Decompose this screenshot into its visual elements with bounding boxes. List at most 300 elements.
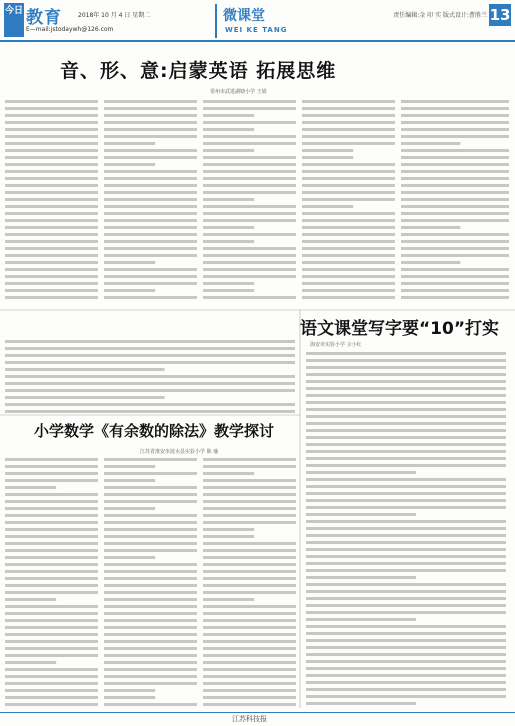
text-line bbox=[104, 563, 197, 566]
text-line bbox=[5, 598, 56, 601]
text-line bbox=[401, 107, 509, 110]
text-line bbox=[104, 661, 197, 664]
text-line bbox=[203, 254, 296, 257]
text-line bbox=[306, 380, 506, 383]
text-line bbox=[203, 493, 296, 496]
text-line bbox=[306, 548, 506, 551]
text-line bbox=[306, 443, 506, 446]
text-line bbox=[306, 464, 506, 467]
text-line bbox=[104, 689, 155, 692]
text-line bbox=[104, 514, 197, 517]
text-line bbox=[104, 268, 197, 271]
text-line bbox=[5, 591, 98, 594]
text-line bbox=[5, 275, 98, 278]
text-line bbox=[306, 520, 506, 523]
text-line bbox=[104, 619, 197, 622]
text-line bbox=[104, 121, 197, 124]
text-line bbox=[203, 696, 296, 699]
text-line bbox=[104, 149, 197, 152]
text-line bbox=[203, 472, 254, 475]
text-line bbox=[306, 492, 506, 495]
text-line bbox=[5, 247, 98, 250]
text-line bbox=[203, 465, 296, 468]
text-line bbox=[104, 682, 197, 685]
text-line bbox=[203, 605, 296, 608]
text-line bbox=[401, 191, 509, 194]
text-line bbox=[302, 198, 395, 201]
text-line bbox=[5, 135, 98, 138]
text-line bbox=[5, 654, 98, 657]
text-line bbox=[306, 674, 506, 677]
text-line bbox=[104, 219, 197, 222]
text-line bbox=[5, 382, 295, 385]
text-line bbox=[302, 268, 395, 271]
text-line bbox=[401, 163, 509, 166]
text-line bbox=[5, 361, 295, 364]
text-line bbox=[5, 368, 165, 371]
text-line bbox=[401, 184, 509, 187]
text-line bbox=[104, 142, 155, 145]
text-line bbox=[104, 282, 197, 285]
text-line bbox=[5, 647, 98, 650]
text-line bbox=[104, 696, 155, 699]
text-line bbox=[203, 268, 296, 271]
text-line bbox=[203, 289, 254, 292]
text-line bbox=[401, 282, 509, 285]
text-line bbox=[306, 527, 506, 530]
text-line bbox=[5, 114, 98, 117]
text-line bbox=[5, 465, 98, 468]
article-1-title: 音、形、意:启蒙英语 拓展思维 bbox=[60, 60, 337, 82]
text-line bbox=[5, 612, 98, 615]
text-line bbox=[104, 640, 197, 643]
text-line bbox=[203, 682, 296, 685]
brand-name: 教育 bbox=[26, 8, 62, 28]
text-line bbox=[203, 619, 296, 622]
text-line bbox=[203, 479, 296, 482]
text-line bbox=[306, 569, 506, 572]
text-line bbox=[302, 219, 395, 222]
text-line bbox=[5, 233, 98, 236]
issue-date: 2018年 10 月 4 日 星期二 bbox=[78, 12, 151, 19]
text-line bbox=[5, 142, 98, 145]
text-line bbox=[302, 121, 395, 124]
text-line bbox=[203, 563, 296, 566]
text-line bbox=[306, 422, 506, 425]
text-line bbox=[5, 500, 98, 503]
text-line bbox=[5, 633, 98, 636]
text-line bbox=[5, 528, 98, 531]
text-line bbox=[104, 254, 197, 257]
text-line bbox=[5, 479, 98, 482]
text-line bbox=[203, 212, 296, 215]
text-line bbox=[104, 247, 197, 250]
text-line bbox=[401, 212, 509, 215]
text-line bbox=[5, 205, 98, 208]
text-line bbox=[104, 198, 197, 201]
text-line bbox=[5, 163, 98, 166]
text-line bbox=[203, 233, 296, 236]
text-line bbox=[104, 226, 197, 229]
text-line bbox=[5, 689, 98, 692]
text-line bbox=[401, 114, 509, 117]
text-line bbox=[104, 535, 197, 538]
text-line bbox=[104, 233, 197, 236]
text-line bbox=[302, 254, 395, 257]
text-line bbox=[104, 479, 155, 482]
text-line bbox=[104, 598, 197, 601]
text-line bbox=[104, 500, 197, 503]
text-line bbox=[104, 584, 197, 587]
text-line bbox=[306, 352, 506, 355]
column-name: 微课堂 bbox=[223, 8, 265, 24]
text-line bbox=[203, 282, 254, 285]
text-line bbox=[203, 100, 296, 103]
text-line bbox=[104, 472, 197, 475]
text-line bbox=[302, 247, 395, 250]
text-line bbox=[401, 142, 460, 145]
text-line bbox=[5, 668, 98, 671]
text-line bbox=[306, 625, 506, 628]
text-line bbox=[306, 702, 416, 705]
text-line bbox=[104, 703, 197, 706]
text-line bbox=[401, 254, 509, 257]
text-line bbox=[306, 471, 416, 474]
text-line bbox=[104, 107, 197, 110]
text-line bbox=[5, 682, 98, 685]
text-line bbox=[203, 535, 254, 538]
text-line bbox=[306, 681, 506, 684]
text-line bbox=[203, 247, 296, 250]
text-line bbox=[203, 591, 296, 594]
text-line bbox=[203, 191, 296, 194]
text-line bbox=[401, 261, 460, 264]
text-line bbox=[302, 142, 395, 145]
text-line bbox=[203, 521, 296, 524]
text-line bbox=[306, 394, 506, 397]
text-line bbox=[306, 401, 506, 404]
text-line bbox=[104, 542, 197, 545]
column-name-en: WEI KE TANG bbox=[225, 26, 288, 34]
contact-email[interactable]: E—mail:jstodaywh@126.com bbox=[26, 26, 114, 33]
text-line bbox=[5, 219, 98, 222]
text-line bbox=[203, 633, 296, 636]
text-line bbox=[306, 534, 506, 537]
text-line bbox=[306, 373, 506, 376]
text-line bbox=[5, 563, 98, 566]
text-line bbox=[401, 268, 509, 271]
text-line bbox=[5, 410, 295, 413]
text-line bbox=[203, 507, 296, 510]
text-line bbox=[302, 128, 395, 131]
text-line bbox=[104, 135, 197, 138]
text-line bbox=[203, 198, 254, 201]
text-line bbox=[5, 507, 98, 510]
text-line bbox=[5, 354, 295, 357]
text-line bbox=[5, 535, 98, 538]
text-line bbox=[306, 485, 506, 488]
article-2-byline: 海安市实验小学 佘小红 bbox=[310, 342, 362, 348]
text-line bbox=[104, 605, 197, 608]
text-line bbox=[203, 703, 296, 706]
text-line bbox=[302, 240, 395, 243]
text-line bbox=[104, 205, 197, 208]
text-line bbox=[5, 375, 295, 378]
article-1-byline: 常州市武进湖塘小学 王娟 bbox=[210, 89, 267, 95]
text-line bbox=[302, 261, 395, 264]
text-line bbox=[104, 212, 197, 215]
text-line bbox=[104, 612, 197, 615]
text-line bbox=[203, 149, 254, 152]
text-line bbox=[5, 577, 98, 580]
text-line bbox=[104, 240, 197, 243]
text-line bbox=[306, 478, 506, 481]
text-line bbox=[306, 387, 506, 390]
text-line bbox=[203, 107, 296, 110]
text-line bbox=[203, 640, 296, 643]
text-line bbox=[306, 513, 416, 516]
text-line bbox=[104, 647, 197, 650]
text-line bbox=[104, 275, 197, 278]
text-line bbox=[401, 296, 509, 299]
text-line bbox=[5, 521, 98, 524]
text-line bbox=[5, 184, 98, 187]
text-line bbox=[203, 114, 254, 117]
text-line bbox=[302, 212, 395, 215]
text-line bbox=[302, 163, 395, 166]
text-line bbox=[203, 296, 296, 299]
text-line bbox=[302, 107, 395, 110]
text-line bbox=[302, 177, 395, 180]
text-line bbox=[104, 507, 155, 510]
text-line bbox=[5, 191, 98, 194]
text-line bbox=[5, 149, 98, 152]
text-line bbox=[5, 340, 295, 343]
text-line bbox=[5, 177, 98, 180]
text-line bbox=[203, 668, 296, 671]
text-line bbox=[306, 646, 506, 649]
text-line bbox=[401, 289, 509, 292]
text-line bbox=[5, 486, 56, 489]
brand-badge: 今日 bbox=[4, 3, 24, 37]
text-line bbox=[306, 695, 506, 698]
text-line bbox=[5, 289, 98, 292]
article-3-byline: 江苏省淮安市涟水县实验小学 陈 瑜 bbox=[140, 449, 219, 455]
text-line bbox=[306, 506, 506, 509]
text-line bbox=[306, 408, 506, 411]
text-line bbox=[104, 114, 197, 117]
text-line bbox=[401, 128, 509, 131]
text-line bbox=[306, 450, 506, 453]
text-line bbox=[401, 156, 509, 159]
text-line bbox=[5, 226, 98, 229]
text-line bbox=[306, 499, 506, 502]
text-line bbox=[5, 254, 98, 257]
text-line bbox=[104, 654, 197, 657]
text-line bbox=[203, 170, 296, 173]
text-line bbox=[5, 619, 98, 622]
text-line bbox=[5, 128, 98, 131]
text-line bbox=[5, 696, 98, 699]
text-line bbox=[401, 177, 509, 180]
text-line bbox=[306, 618, 416, 621]
text-line bbox=[203, 135, 296, 138]
text-line bbox=[203, 226, 254, 229]
text-line bbox=[401, 226, 460, 229]
text-line bbox=[302, 184, 395, 187]
text-line bbox=[302, 149, 353, 152]
text-line bbox=[401, 219, 509, 222]
text-line bbox=[5, 542, 98, 545]
text-line bbox=[5, 100, 98, 103]
text-line bbox=[306, 359, 506, 362]
text-line bbox=[302, 191, 395, 194]
text-line bbox=[5, 472, 98, 475]
text-line bbox=[104, 191, 197, 194]
text-line bbox=[203, 556, 296, 559]
text-line bbox=[203, 177, 296, 180]
text-line bbox=[401, 135, 509, 138]
text-line bbox=[306, 562, 506, 565]
text-line bbox=[302, 275, 395, 278]
text-line bbox=[5, 212, 98, 215]
text-line bbox=[302, 156, 353, 159]
text-line bbox=[104, 156, 197, 159]
text-line bbox=[203, 647, 296, 650]
text-line bbox=[5, 156, 98, 159]
text-line bbox=[5, 640, 98, 643]
text-line bbox=[203, 661, 296, 664]
text-line bbox=[203, 570, 296, 573]
text-line bbox=[302, 226, 395, 229]
text-line bbox=[401, 121, 509, 124]
text-line bbox=[5, 556, 98, 559]
text-line bbox=[302, 100, 395, 103]
text-line bbox=[401, 233, 509, 236]
text-line bbox=[104, 521, 197, 524]
text-line bbox=[306, 541, 506, 544]
text-line bbox=[104, 465, 155, 468]
text-line bbox=[104, 100, 197, 103]
text-line bbox=[203, 626, 296, 629]
text-line bbox=[203, 275, 296, 278]
text-line bbox=[401, 100, 509, 103]
text-line bbox=[306, 366, 506, 369]
text-line bbox=[104, 633, 197, 636]
text-line bbox=[104, 261, 155, 264]
text-line bbox=[5, 240, 98, 243]
text-line bbox=[5, 107, 98, 110]
text-line bbox=[401, 240, 509, 243]
text-line bbox=[203, 577, 296, 580]
text-line bbox=[401, 275, 509, 278]
text-line bbox=[5, 261, 98, 264]
text-line bbox=[203, 458, 296, 461]
text-line bbox=[5, 626, 98, 629]
text-line bbox=[5, 268, 98, 271]
text-line bbox=[306, 436, 506, 439]
text-line bbox=[5, 458, 98, 461]
text-line bbox=[302, 205, 353, 208]
text-line bbox=[306, 632, 506, 635]
text-line bbox=[104, 296, 197, 299]
text-line bbox=[203, 500, 296, 503]
text-line bbox=[306, 660, 506, 663]
text-line bbox=[203, 542, 296, 545]
text-line bbox=[203, 612, 296, 615]
text-line bbox=[5, 198, 98, 201]
text-line bbox=[5, 584, 98, 587]
text-line bbox=[306, 555, 506, 558]
text-line bbox=[104, 549, 197, 552]
text-line bbox=[104, 184, 197, 187]
text-line bbox=[203, 598, 254, 601]
text-line bbox=[5, 389, 295, 392]
text-line bbox=[302, 135, 395, 138]
text-line bbox=[5, 570, 98, 573]
text-line bbox=[302, 170, 395, 173]
text-line bbox=[203, 675, 296, 678]
text-line bbox=[203, 184, 296, 187]
text-line bbox=[306, 597, 506, 600]
text-line bbox=[203, 261, 296, 264]
text-line bbox=[203, 142, 296, 145]
text-line bbox=[5, 703, 98, 706]
text-line bbox=[104, 128, 197, 131]
text-line bbox=[203, 514, 296, 517]
text-line bbox=[104, 486, 197, 489]
text-line bbox=[306, 590, 506, 593]
text-line bbox=[104, 577, 197, 580]
page-footer bbox=[0, 712, 515, 726]
text-line bbox=[5, 675, 98, 678]
text-line bbox=[104, 668, 197, 671]
text-line bbox=[203, 128, 254, 131]
text-line bbox=[302, 289, 395, 292]
text-line bbox=[306, 415, 506, 418]
text-line bbox=[5, 514, 98, 517]
article-2-title: 语文课堂写字要“10”打实 bbox=[300, 319, 500, 339]
text-line bbox=[306, 653, 506, 656]
text-line bbox=[203, 121, 296, 124]
article-3-title: 小学数学《有余数的除法》教学探讨 bbox=[34, 422, 275, 440]
text-line bbox=[306, 429, 506, 432]
text-line bbox=[401, 198, 509, 201]
text-line bbox=[306, 583, 506, 586]
text-line bbox=[401, 170, 509, 173]
text-line bbox=[104, 170, 197, 173]
text-line bbox=[306, 457, 506, 460]
editor-info: 责任编辑:金 印 实 版式设计:曹胜兰 bbox=[393, 12, 487, 19]
text-line bbox=[203, 584, 296, 587]
text-line bbox=[401, 247, 509, 250]
text-line bbox=[5, 549, 98, 552]
text-line bbox=[104, 493, 197, 496]
text-line bbox=[401, 205, 509, 208]
text-line bbox=[302, 114, 395, 117]
text-line bbox=[302, 233, 395, 236]
text-line bbox=[5, 282, 98, 285]
text-line bbox=[104, 177, 197, 180]
text-line bbox=[203, 486, 296, 489]
text-line bbox=[104, 528, 197, 531]
text-line bbox=[104, 458, 197, 461]
text-line bbox=[5, 121, 98, 124]
text-line bbox=[401, 149, 509, 152]
text-line bbox=[5, 347, 295, 350]
page-number: 13 bbox=[489, 6, 511, 24]
text-line bbox=[104, 556, 155, 559]
